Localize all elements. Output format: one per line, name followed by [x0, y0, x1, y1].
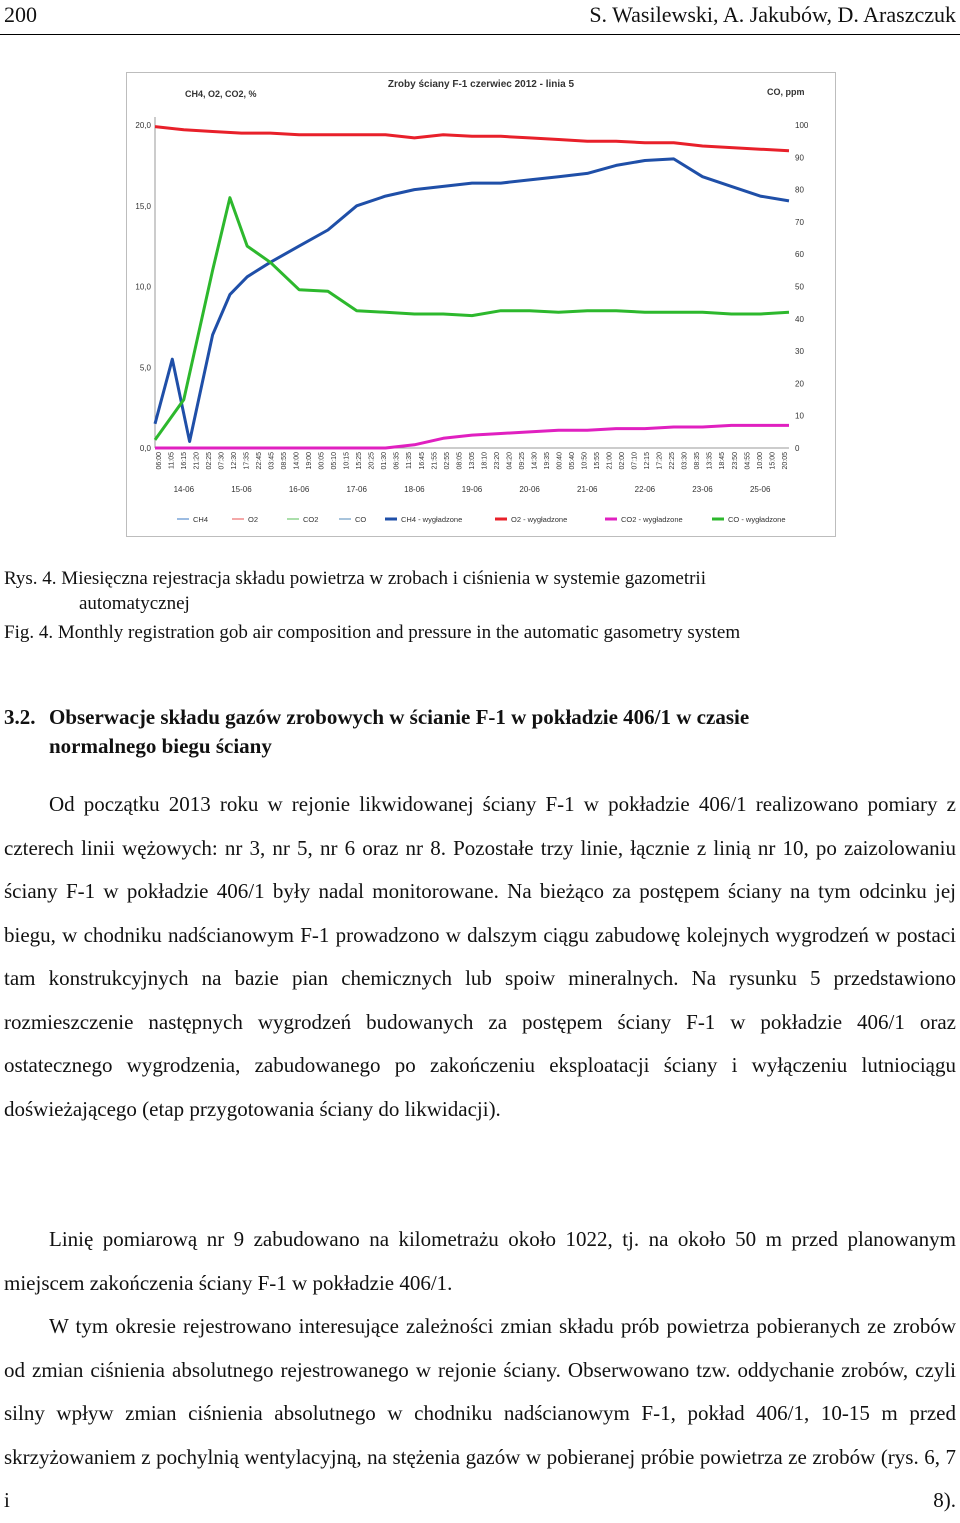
time-tick-label: 02:25 [205, 452, 213, 470]
left-tick-label: 15,0 [135, 201, 151, 211]
series-line [155, 425, 789, 448]
date-tick-label: 22-06 [634, 485, 656, 494]
paragraph-3 [4, 1305, 956, 1523]
chart-title: Zroby ściany F-1 czerwiec 2012 - linia 5 [387, 79, 575, 90]
time-tick-label: 17:35 [243, 452, 251, 470]
time-tick-label: 20:25 [368, 452, 376, 470]
legend-label: CH4 - wygładzone [401, 515, 463, 524]
paragraph-2-text: Linię pomiarową nr 9 zabudowano na kilometrażu około 1022, tj. na około 50 m przed planowanym miejscem zakończenia ściany F-1 w pokładzie 406/1. [4, 1227, 956, 1295]
time-tick-label: 02:00 [619, 452, 627, 470]
page-header [0, 0, 960, 35]
right-tick-label: 40 [795, 314, 804, 324]
time-tick-label: 18:45 [719, 452, 727, 470]
date-tick-label: 15-06 [231, 485, 252, 494]
series-line [155, 127, 789, 151]
legend-label: O2 - wygładzone [511, 515, 568, 524]
figure-caption-pl [4, 566, 904, 616]
legend-label: CH4 [193, 515, 209, 524]
time-tick-label: 10:00 [756, 452, 764, 470]
time-tick-label: 06:35 [393, 452, 401, 470]
time-tick-label: 23:20 [493, 452, 501, 470]
date-tick-label: 25-06 [749, 485, 771, 494]
time-tick-label: 19:35 [543, 452, 551, 470]
time-tick-label: 04:20 [506, 452, 514, 470]
time-tick-label: 10:50 [581, 452, 589, 470]
time-tick-label: 00:40 [556, 452, 564, 470]
figure-caption-en: Fig. 4. Monthly registration gob air composition and pressure in the automatic gasometry system [4, 622, 741, 643]
left-tick-label: 20,0 [135, 121, 151, 130]
time-tick-label: 12:15 [644, 452, 652, 470]
date-tick-label: 19-06 [461, 485, 483, 494]
figure-chart [126, 72, 836, 537]
time-tick-label: 04:55 [744, 452, 752, 470]
section-number: 3.2. [4, 705, 36, 729]
page-number: 200 [4, 2, 37, 27]
time-tick-label: 21:20 [193, 452, 201, 470]
left-axis-label: CH4, O2, CO2, % [185, 89, 257, 99]
caption-pl-line2: automatycznej [79, 593, 190, 614]
time-tick-label: 14:00 [293, 452, 301, 470]
date-tick-label: 18-06 [404, 485, 425, 494]
right-tick-label: 80 [795, 185, 804, 195]
right-tick-label: 50 [795, 282, 804, 292]
right-tick-label: 100 [795, 121, 809, 130]
left-tick-label: 5,0 [139, 363, 151, 373]
time-tick-label: 07:30 [218, 452, 226, 470]
time-tick-label: 07:10 [631, 452, 639, 470]
section-title-line1: Obserwacje składu gazów zrobowych w ścianie F-1 w pokładzie 406/1 w czasie [49, 705, 750, 729]
time-tick-label: 19:00 [306, 452, 314, 470]
time-tick-label: 05:40 [569, 452, 577, 470]
section-heading [4, 703, 904, 761]
paragraph-2 [4, 1218, 956, 1305]
gas-composition-chart [127, 73, 835, 536]
time-tick-label: 11:05 [168, 452, 176, 469]
time-tick-label: 15:55 [594, 452, 602, 470]
time-tick-label: 12:30 [230, 452, 238, 470]
time-tick-label: 21:00 [606, 452, 614, 470]
left-tick-label: 10,0 [135, 282, 151, 292]
time-tick-label: 15:25 [356, 452, 364, 470]
date-tick-label: 21-06 [577, 485, 598, 494]
time-tick-label: 16:45 [418, 452, 426, 470]
time-tick-label: 03:30 [681, 452, 689, 470]
right-axis-label: CO, ppm [767, 87, 805, 97]
series-line [155, 198, 789, 440]
time-tick-label: 23:50 [731, 452, 739, 470]
time-tick-label: 09:25 [518, 452, 526, 470]
time-tick-label: 15:00 [769, 452, 777, 470]
right-tick-label: 30 [795, 347, 804, 357]
time-tick-label: 17:20 [656, 452, 664, 470]
time-tick-label: 06:00 [155, 452, 163, 470]
running-authors: S. Wasilewski, A. Jakubów, D. Araszczuk [589, 2, 956, 27]
time-tick-label: 03:45 [268, 452, 276, 470]
caption-pl-line1: Rys. 4. Miesięczna rejestracja składu powietrza w zrobach i ciśnienia w systemie gazometrii [4, 568, 706, 589]
time-tick-label: 08:05 [456, 452, 464, 470]
date-tick-label: 16-06 [288, 485, 310, 494]
time-tick-label: 22:45 [256, 452, 264, 470]
date-tick-label: 20-06 [519, 485, 540, 494]
time-tick-label: 11:35 [406, 452, 414, 469]
right-tick-label: 10 [795, 411, 804, 421]
section-title-line2: normalnego biegu ściany [49, 734, 272, 758]
legend-label: CO2 [303, 515, 319, 524]
paragraph-1 [4, 783, 956, 1131]
time-tick-label: 20:05 [781, 452, 789, 470]
date-tick-label: 14-06 [173, 485, 195, 494]
paragraph-3-text: W tym okresie rejestrowano interesujące zależności zmian składu prób powietrza pobieranych ze zrobów od zmian ciśnienia absolutnego rejestrowanego w rejonie ściany. Obserwowano tzw. oddychanie zrobów, czyli silny wpływ zmian ciśnienia absolutnego w chodniku nadścianowym F-1, pokład 406/1, 10-15 m przed skrzyżowaniem z pochylnią wentylacyjną, na stężenia gazów w pobieranej próbie powietrza ze zrobów (rys. 6, 7 i 8). [4, 1314, 956, 1512]
right-tick-label: 0 [795, 444, 800, 453]
time-tick-label: 01:30 [381, 452, 389, 470]
time-tick-label: 18:10 [481, 452, 489, 470]
time-tick-label: 00:05 [318, 452, 326, 470]
legend-label: CO [355, 515, 367, 524]
time-tick-label: 22:25 [669, 452, 677, 470]
time-tick-label: 13:35 [706, 452, 714, 470]
left-tick-label: 0,0 [139, 444, 151, 453]
date-tick-label: 17-06 [346, 485, 367, 494]
time-tick-label: 08:55 [281, 452, 289, 470]
legend-label: CO2 - wygładzone [621, 515, 683, 524]
right-tick-label: 90 [795, 153, 804, 163]
time-tick-label: 05:10 [331, 452, 339, 470]
legend-label: O2 [248, 515, 259, 524]
time-tick-label: 21:55 [431, 452, 439, 470]
right-tick-label: 20 [795, 379, 804, 389]
legend-label: CO - wygładzone [728, 515, 786, 524]
time-tick-label: 10:15 [343, 452, 351, 470]
series-line [155, 159, 789, 442]
date-tick-label: 23-06 [692, 485, 713, 494]
time-tick-label: 13:05 [468, 452, 476, 470]
time-tick-label: 14:30 [531, 452, 539, 470]
time-tick-label: 08:35 [694, 452, 702, 470]
time-tick-label: 02:55 [443, 452, 451, 470]
right-tick-label: 70 [795, 217, 804, 227]
right-tick-label: 60 [795, 250, 804, 260]
time-tick-label: 16:15 [180, 452, 188, 470]
paragraph-1-text: Od początku 2013 roku w rejonie likwidowanej ściany F-1 w pokładzie 406/1 realizowano pomiary z czterech linii wężowych: nr 3, nr 5, nr 6 oraz nr 8. Pozostałe trzy linie, łącznie z linią nr 10, po zaizolowaniu ściany F-1 w pokładzie 406/1 były nadal monitorowane. Na bieżąco za postępem ściany na tym odcinku jej biegu, w chodniku nadścianowym F-1 prowadzono w dalszym ciągu zabudowę kolejnych wygrodzeń w postaci tam konstrukcyjnych na bazie pian chemicznych lub spoiw mineralnych. Na rysunku 5 przedstawiono rozmieszczenie następnych wygrodzeń budowanych za postępem ściany F-1 w pokładzie 406/1 oraz ostatecznego wygrodzenia, zabudowanego po zakończeniu eksploatacji ściany i wyłączeniu lutniociągu doświeżającego (etap przygotowania ściany do likwidacji). [4, 792, 956, 1121]
